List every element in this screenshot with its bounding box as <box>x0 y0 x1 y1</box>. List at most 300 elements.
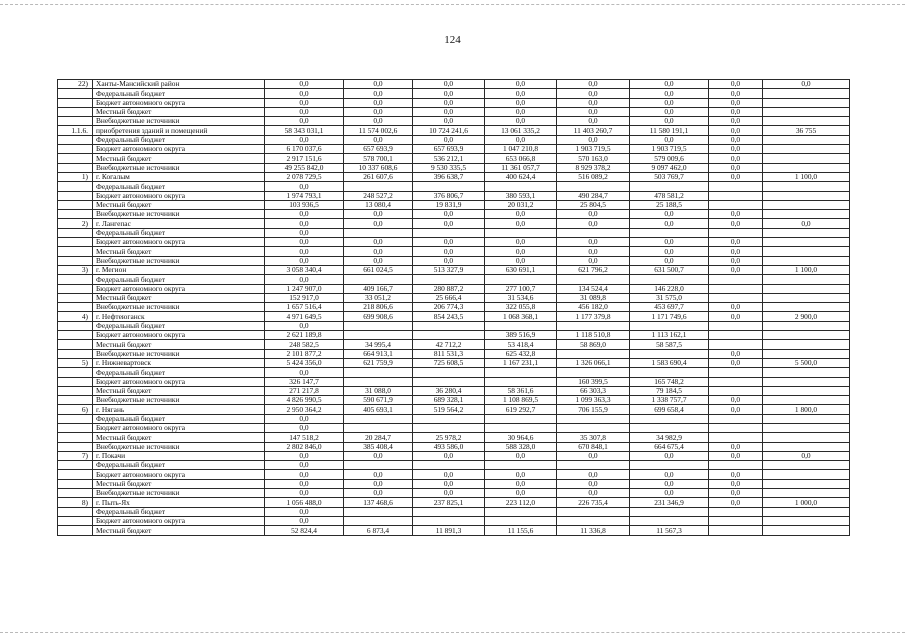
cell-value-col-10 <box>763 293 850 302</box>
cell-value-year-3 <box>485 461 557 470</box>
cell-value-col-9 <box>709 293 763 302</box>
cell-value-year-5: 664 675,4 <box>630 442 709 451</box>
cell-value-year-2: 854 243,5 <box>413 312 485 321</box>
cell-row-name: Федеральный бюджет <box>93 228 265 237</box>
cell-value-year-5: 0,0 <box>630 238 709 247</box>
cell-row-number: 7) <box>58 451 93 460</box>
cell-value-year-4: 1 099 363,3 <box>557 396 630 405</box>
cell-value-year-4: 1 177 379,8 <box>557 312 630 321</box>
cell-value-year-3: 1 108 869,5 <box>485 396 557 405</box>
cell-value-col-9: 0,0 <box>709 117 763 126</box>
table-row <box>58 433 850 442</box>
cell-row-name: Федеральный бюджет <box>93 461 265 470</box>
cell-value-year-4: 58 869,0 <box>557 340 630 349</box>
cell-value-year-1: 0,0 <box>344 219 413 228</box>
cell-value-year-1: 699 908,6 <box>344 312 413 321</box>
cell-value-total: 147 518,2 <box>265 433 344 442</box>
cell-value-year-4: 134 524,4 <box>557 284 630 293</box>
cell-value-year-3 <box>485 228 557 237</box>
cell-value-year-1: 11 574 002,6 <box>344 126 413 135</box>
cell-value-year-5: 0,0 <box>630 98 709 107</box>
cell-value-year-1 <box>344 182 413 191</box>
cell-value-col-9: 0,0 <box>709 154 763 163</box>
cell-value-col-10 <box>763 163 850 172</box>
cell-row-name: Бюджет автономного округа <box>93 331 265 340</box>
cell-value-year-2: 0,0 <box>413 117 485 126</box>
cell-value-col-10 <box>763 247 850 256</box>
table-row <box>58 442 850 451</box>
budget-table <box>57 79 850 536</box>
cell-row-name: г. Мегион <box>93 265 265 274</box>
cell-row-name: Бюджет автономного округа <box>93 145 265 154</box>
cell-row-number: 1) <box>58 172 93 181</box>
cell-value-year-4: 0,0 <box>557 107 630 116</box>
table-row <box>58 228 850 237</box>
cell-value-col-10 <box>763 461 850 470</box>
cell-value-year-3: 380 593,1 <box>485 191 557 200</box>
cell-value-total: 2 101 877,2 <box>265 349 344 358</box>
cell-value-year-5: 1 583 690,4 <box>630 358 709 367</box>
cell-value-col-9 <box>709 200 763 209</box>
cell-value-year-2: 0,0 <box>413 256 485 265</box>
cell-value-total: 0,0 <box>265 423 344 432</box>
cell-value-year-1: 405 693,1 <box>344 405 413 414</box>
cell-value-year-3: 0,0 <box>485 80 557 89</box>
cell-value-year-3: 0,0 <box>485 256 557 265</box>
cell-value-total: 248 582,5 <box>265 340 344 349</box>
cell-value-col-9: 0,0 <box>709 126 763 135</box>
table-body <box>58 80 850 536</box>
cell-value-year-3: 20 031,2 <box>485 200 557 209</box>
cell-row-number <box>58 256 93 265</box>
cell-value-year-3: 0,0 <box>485 470 557 479</box>
cell-value-year-2: 280 887,2 <box>413 284 485 293</box>
cell-value-year-2: 689 328,1 <box>413 396 485 405</box>
cell-value-year-3 <box>485 377 557 386</box>
cell-row-name: Федеральный бюджет <box>93 89 265 98</box>
table-row <box>58 405 850 414</box>
cell-value-year-5: 58 587,5 <box>630 340 709 349</box>
cell-row-number <box>58 386 93 395</box>
cell-value-year-1: 0,0 <box>344 135 413 144</box>
table-row <box>58 312 850 321</box>
cell-value-col-9: 0,0 <box>709 498 763 507</box>
cell-row-number: 8) <box>58 498 93 507</box>
cell-value-year-2 <box>413 423 485 432</box>
cell-value-year-1: 590 671,9 <box>344 396 413 405</box>
cell-value-year-5 <box>630 321 709 330</box>
cell-value-year-5: 1 171 749,6 <box>630 312 709 321</box>
table-row <box>58 377 850 386</box>
cell-value-year-4 <box>557 461 630 470</box>
cell-value-total: 2 078 729,5 <box>265 172 344 181</box>
cell-value-year-1: 0,0 <box>344 247 413 256</box>
cell-value-year-5: 631 500,7 <box>630 265 709 274</box>
cell-row-name: Бюджет автономного округа <box>93 98 265 107</box>
cell-value-year-5 <box>630 182 709 191</box>
cell-value-year-2: 237 825,1 <box>413 498 485 507</box>
cell-row-name: г. Покачи <box>93 451 265 460</box>
cell-value-year-3: 0,0 <box>485 479 557 488</box>
cell-value-total: 0,0 <box>265 507 344 516</box>
cell-value-year-2: 536 212,1 <box>413 154 485 163</box>
cell-value-year-1: 664 913,1 <box>344 349 413 358</box>
cell-row-name: Внебюджетные источники <box>93 489 265 498</box>
cell-value-year-5: 0,0 <box>630 247 709 256</box>
cell-row-number <box>58 135 93 144</box>
table-row <box>58 321 850 330</box>
cell-value-year-2 <box>413 275 485 284</box>
table-row <box>58 182 850 191</box>
cell-value-total: 5 424 356,0 <box>265 358 344 367</box>
cell-value-year-5: 11 580 191,1 <box>630 126 709 135</box>
cell-row-name: Внебюджетные источники <box>93 303 265 312</box>
cell-value-year-5: 0,0 <box>630 135 709 144</box>
cell-value-year-2 <box>413 182 485 191</box>
table-row <box>58 145 850 154</box>
cell-value-col-10 <box>763 89 850 98</box>
cell-value-total: 0,0 <box>265 228 344 237</box>
cell-row-name: Местный бюджет <box>93 340 265 349</box>
cell-value-col-9: 0,0 <box>709 98 763 107</box>
table-row <box>58 470 850 479</box>
cell-value-year-1: 409 166,7 <box>344 284 413 293</box>
cell-value-year-2 <box>413 368 485 377</box>
page-number: 124 <box>444 34 461 46</box>
table-row <box>58 256 850 265</box>
cell-value-col-9 <box>709 386 763 395</box>
cell-value-col-9 <box>709 321 763 330</box>
cell-value-year-5: 0,0 <box>630 107 709 116</box>
cell-row-name: приобретения зданий и помещений <box>93 126 265 135</box>
cell-value-col-10 <box>763 423 850 432</box>
cell-value-total: 0,0 <box>265 219 344 228</box>
cell-value-year-2: 0,0 <box>413 135 485 144</box>
cell-value-year-4 <box>557 423 630 432</box>
cell-value-year-5 <box>630 461 709 470</box>
table-row <box>58 191 850 200</box>
cell-value-col-9 <box>709 433 763 442</box>
cell-value-col-10 <box>763 368 850 377</box>
table-row <box>58 516 850 525</box>
table-row <box>58 247 850 256</box>
cell-value-total: 2 950 364,2 <box>265 405 344 414</box>
cell-value-col-10 <box>763 117 850 126</box>
cell-row-name: Внебюджетные источники <box>93 117 265 126</box>
cell-row-name: г. Пыть-Ях <box>93 498 265 507</box>
cell-value-col-10: 1 100,0 <box>763 265 850 274</box>
cell-value-col-9 <box>709 368 763 377</box>
cell-value-year-2: 725 608,5 <box>413 358 485 367</box>
cell-value-year-5: 0,0 <box>630 89 709 98</box>
cell-value-year-5: 79 184,5 <box>630 386 709 395</box>
cell-value-col-10 <box>763 414 850 423</box>
table-row <box>58 284 850 293</box>
cell-value-col-9 <box>709 340 763 349</box>
cell-value-total: 326 147,7 <box>265 377 344 386</box>
cell-value-year-5: 0,0 <box>630 470 709 479</box>
table-row <box>58 219 850 228</box>
scan-top-edge <box>0 4 905 5</box>
cell-value-year-4: 35 307,8 <box>557 433 630 442</box>
cell-row-number <box>58 321 93 330</box>
cell-value-year-5 <box>630 228 709 237</box>
cell-row-number <box>58 228 93 237</box>
cell-value-col-10 <box>763 210 850 219</box>
cell-value-year-1: 661 024,5 <box>344 265 413 274</box>
cell-value-col-9 <box>709 414 763 423</box>
cell-value-year-4: 0,0 <box>557 89 630 98</box>
cell-value-year-2: 25 666,4 <box>413 293 485 302</box>
cell-value-year-4: 0,0 <box>557 80 630 89</box>
cell-value-year-1: 248 527,2 <box>344 191 413 200</box>
cell-value-year-2: 0,0 <box>413 98 485 107</box>
cell-value-year-5 <box>630 414 709 423</box>
cell-value-year-1 <box>344 377 413 386</box>
cell-value-year-1: 31 088,0 <box>344 386 413 395</box>
cell-value-year-3: 1 068 368,1 <box>485 312 557 321</box>
cell-value-year-4 <box>557 414 630 423</box>
cell-row-number <box>58 107 93 116</box>
cell-value-year-2: 376 806,7 <box>413 191 485 200</box>
cell-row-number <box>58 200 93 209</box>
cell-row-number <box>58 293 93 302</box>
cell-value-year-3: 53 418,4 <box>485 340 557 349</box>
cell-row-number <box>58 516 93 525</box>
cell-value-year-3: 630 691,1 <box>485 265 557 274</box>
cell-value-col-9: 0,0 <box>709 265 763 274</box>
cell-row-name: Федеральный бюджет <box>93 182 265 191</box>
cell-value-year-2 <box>413 321 485 330</box>
cell-value-year-2 <box>413 228 485 237</box>
cell-value-year-5: 0,0 <box>630 451 709 460</box>
cell-value-year-4: 0,0 <box>557 238 630 247</box>
cell-value-year-1 <box>344 461 413 470</box>
cell-value-year-3 <box>485 275 557 284</box>
cell-value-year-1: 0,0 <box>344 98 413 107</box>
cell-row-number <box>58 238 93 247</box>
cell-row-number <box>58 461 93 470</box>
cell-value-year-2: 19 831,9 <box>413 200 485 209</box>
cell-value-year-5: 9 097 462,0 <box>630 163 709 172</box>
cell-value-year-3: 1 167 231,1 <box>485 358 557 367</box>
cell-row-number <box>58 423 93 432</box>
cell-value-year-1: 137 468,6 <box>344 498 413 507</box>
cell-value-year-2: 9 530 335,5 <box>413 163 485 172</box>
cell-value-year-1: 0,0 <box>344 489 413 498</box>
cell-value-year-2: 519 564,2 <box>413 405 485 414</box>
cell-value-year-4 <box>557 349 630 358</box>
cell-value-year-2: 0,0 <box>413 247 485 256</box>
cell-value-year-5: 0,0 <box>630 117 709 126</box>
table-row <box>58 451 850 460</box>
cell-value-year-2: 657 693,9 <box>413 145 485 154</box>
cell-value-col-10 <box>763 331 850 340</box>
cell-row-number <box>58 145 93 154</box>
cell-value-col-9 <box>709 331 763 340</box>
cell-row-number <box>58 191 93 200</box>
cell-row-number <box>58 396 93 405</box>
cell-value-year-2: 0,0 <box>413 107 485 116</box>
cell-value-total: 103 936,5 <box>265 200 344 209</box>
cell-row-number <box>58 247 93 256</box>
cell-value-year-4: 8 929 378,2 <box>557 163 630 172</box>
table-row <box>58 368 850 377</box>
cell-value-col-10: 2 900,0 <box>763 312 850 321</box>
cell-row-name: Ханты-Мансийский район <box>93 80 265 89</box>
cell-value-total: 0,0 <box>265 247 344 256</box>
cell-value-col-10 <box>763 433 850 442</box>
cell-row-name: Федеральный бюджет <box>93 321 265 330</box>
cell-value-total: 0,0 <box>265 451 344 460</box>
cell-value-year-3: 30 964,6 <box>485 433 557 442</box>
cell-value-col-10: 1 000,0 <box>763 498 850 507</box>
cell-value-year-5 <box>630 423 709 432</box>
cell-value-col-9: 0,0 <box>709 405 763 414</box>
cell-value-year-1 <box>344 516 413 525</box>
cell-value-year-2: 513 327,9 <box>413 265 485 274</box>
cell-value-total: 0,0 <box>265 368 344 377</box>
cell-row-name: Местный бюджет <box>93 433 265 442</box>
cell-value-year-1: 621 759,9 <box>344 358 413 367</box>
cell-value-col-9 <box>709 275 763 284</box>
cell-row-name: Бюджет автономного округа <box>93 191 265 200</box>
cell-value-year-3: 0,0 <box>485 117 557 126</box>
cell-row-name: Федеральный бюджет <box>93 507 265 516</box>
cell-value-total: 0,0 <box>265 516 344 525</box>
cell-value-year-3 <box>485 414 557 423</box>
cell-row-number <box>58 414 93 423</box>
cell-row-number: 3) <box>58 265 93 274</box>
cell-value-col-10 <box>763 154 850 163</box>
cell-value-col-9: 0,0 <box>709 210 763 219</box>
table-row <box>58 526 850 535</box>
cell-row-name: Местный бюджет <box>93 200 265 209</box>
cell-value-year-5: 0,0 <box>630 479 709 488</box>
cell-value-year-1: 0,0 <box>344 117 413 126</box>
cell-value-year-5: 0,0 <box>630 80 709 89</box>
cell-value-year-4: 456 182,0 <box>557 303 630 312</box>
cell-value-year-2: 811 531,3 <box>413 349 485 358</box>
cell-value-year-4: 570 163,0 <box>557 154 630 163</box>
cell-value-year-5 <box>630 368 709 377</box>
cell-row-number: 22) <box>58 80 93 89</box>
cell-value-year-4 <box>557 228 630 237</box>
cell-row-name: г. Когалым <box>93 172 265 181</box>
cell-value-col-9: 0,0 <box>709 442 763 451</box>
cell-value-year-1: 385 408,4 <box>344 442 413 451</box>
cell-value-col-9: 0,0 <box>709 247 763 256</box>
cell-value-year-4: 1 903 719,5 <box>557 145 630 154</box>
cell-value-year-4: 226 735,4 <box>557 498 630 507</box>
cell-row-number <box>58 154 93 163</box>
cell-value-total: 0,0 <box>265 414 344 423</box>
cell-value-col-9 <box>709 228 763 237</box>
cell-value-year-3: 653 066,8 <box>485 154 557 163</box>
cell-value-year-1: 34 995,4 <box>344 340 413 349</box>
cell-value-year-5 <box>630 507 709 516</box>
cell-value-col-9: 0,0 <box>709 163 763 172</box>
cell-value-year-1: 0,0 <box>344 470 413 479</box>
table-row <box>58 386 850 395</box>
cell-row-number: 6) <box>58 405 93 414</box>
cell-value-year-3: 625 432,8 <box>485 349 557 358</box>
cell-value-year-1: 0,0 <box>344 479 413 488</box>
cell-value-year-2: 42 712,2 <box>413 340 485 349</box>
cell-value-year-4 <box>557 321 630 330</box>
cell-value-year-4: 160 399,5 <box>557 377 630 386</box>
cell-value-year-3: 0,0 <box>485 89 557 98</box>
cell-value-year-1: 0,0 <box>344 210 413 219</box>
cell-value-col-9: 0,0 <box>709 145 763 154</box>
cell-value-year-1: 6 873,4 <box>344 526 413 535</box>
table-row <box>58 479 850 488</box>
cell-value-total: 49 255 842,0 <box>265 163 344 172</box>
cell-value-year-4: 516 089,2 <box>557 172 630 181</box>
scan-bottom-edge <box>0 632 905 633</box>
cell-value-year-3: 11 155,6 <box>485 526 557 535</box>
cell-row-number <box>58 210 93 219</box>
cell-row-number <box>58 284 93 293</box>
cell-value-year-1 <box>344 275 413 284</box>
cell-value-year-4: 0,0 <box>557 247 630 256</box>
cell-value-total: 0,0 <box>265 135 344 144</box>
cell-row-name: г. Нягань <box>93 405 265 414</box>
cell-value-total: 1 056 488,0 <box>265 498 344 507</box>
cell-value-total: 0,0 <box>265 275 344 284</box>
cell-row-name: Федеральный бюджет <box>93 414 265 423</box>
cell-value-col-9: 0,0 <box>709 219 763 228</box>
cell-value-total: 0,0 <box>265 470 344 479</box>
cell-value-total: 1 974 793,1 <box>265 191 344 200</box>
cell-value-year-2 <box>413 507 485 516</box>
cell-value-year-1: 10 337 608,6 <box>344 163 413 172</box>
cell-value-year-5: 1 113 162,1 <box>630 331 709 340</box>
cell-value-year-4 <box>557 275 630 284</box>
cell-row-number <box>58 182 93 191</box>
cell-value-year-3: 223 112,0 <box>485 498 557 507</box>
cell-value-col-9 <box>709 507 763 516</box>
cell-value-col-10 <box>763 489 850 498</box>
table-row <box>58 107 850 116</box>
cell-value-year-3: 0,0 <box>485 135 557 144</box>
cell-value-year-5 <box>630 516 709 525</box>
cell-value-year-5: 0,0 <box>630 210 709 219</box>
table-row <box>58 163 850 172</box>
cell-value-year-2 <box>413 377 485 386</box>
cell-value-year-4 <box>557 516 630 525</box>
cell-value-year-3: 0,0 <box>485 107 557 116</box>
cell-value-year-3: 58 361,6 <box>485 386 557 395</box>
cell-value-year-2: 396 638,7 <box>413 172 485 181</box>
cell-row-name: Бюджет автономного округа <box>93 238 265 247</box>
cell-value-year-1: 657 693,9 <box>344 145 413 154</box>
table-row <box>58 154 850 163</box>
cell-row-number <box>58 349 93 358</box>
cell-value-year-3 <box>485 516 557 525</box>
cell-row-name: Местный бюджет <box>93 479 265 488</box>
cell-value-total: 2 621 189,8 <box>265 331 344 340</box>
cell-value-year-1: 0,0 <box>344 107 413 116</box>
cell-value-col-10 <box>763 256 850 265</box>
cell-value-col-9: 0,0 <box>709 479 763 488</box>
cell-row-name: Внебюджетные источники <box>93 442 265 451</box>
table-row <box>58 89 850 98</box>
cell-value-year-5: 0,0 <box>630 256 709 265</box>
cell-value-col-9 <box>709 377 763 386</box>
cell-value-col-10: 0,0 <box>763 219 850 228</box>
cell-value-year-5: 478 581,2 <box>630 191 709 200</box>
